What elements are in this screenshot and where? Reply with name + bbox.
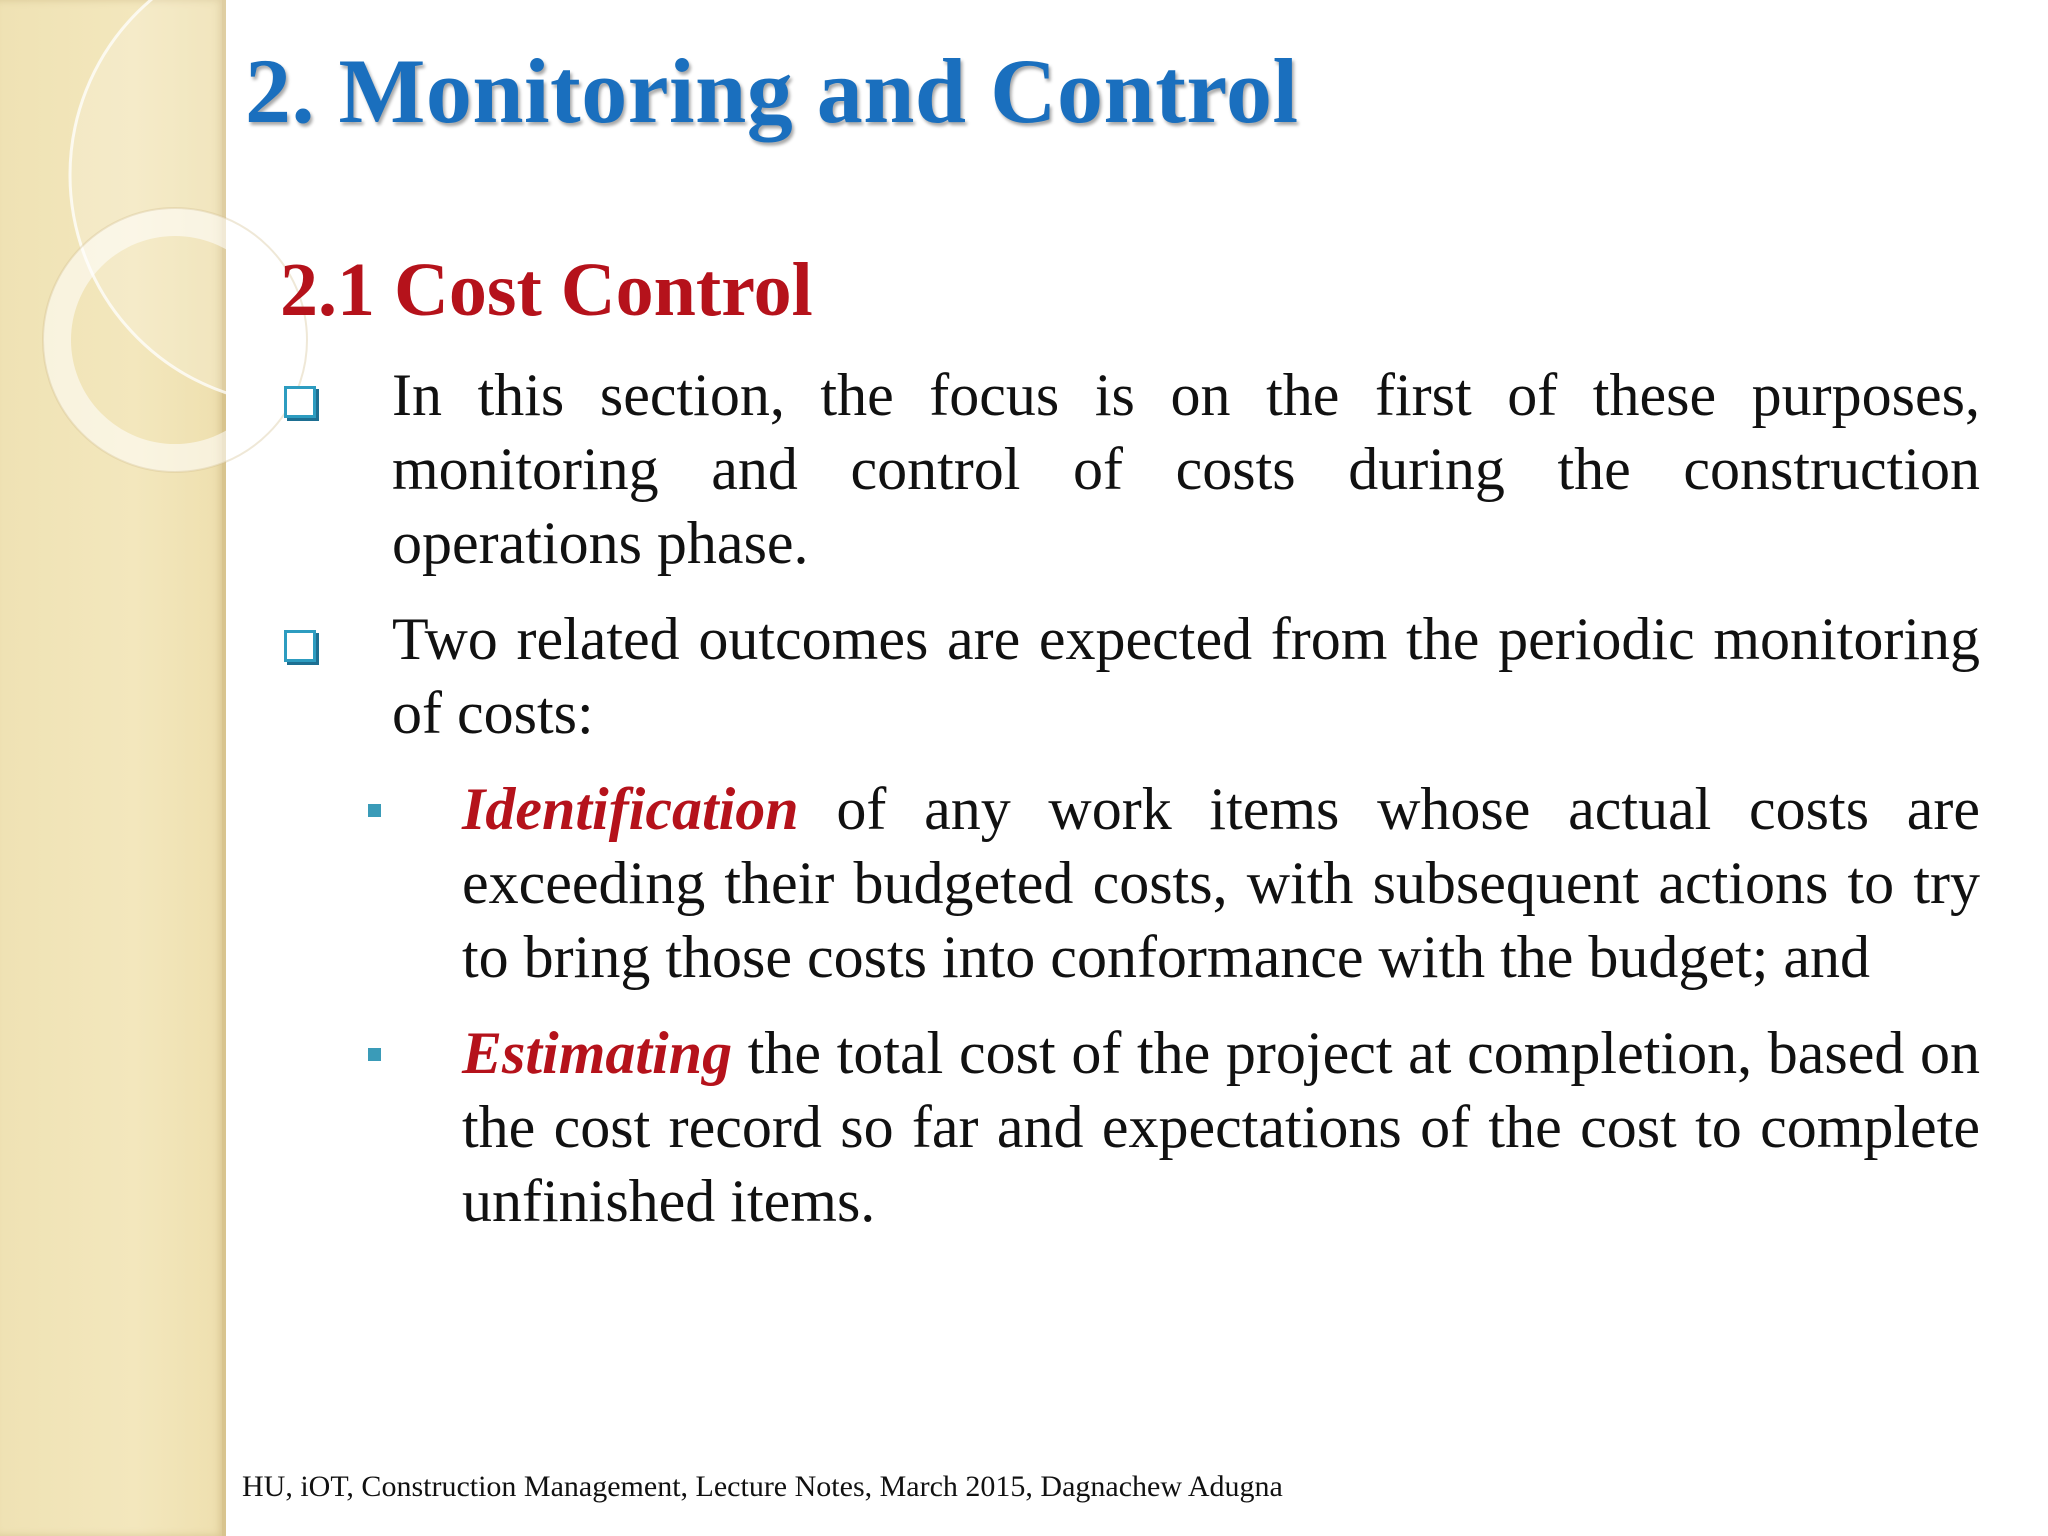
small-square-icon bbox=[368, 1048, 381, 1061]
slide-footer: HU, iOT, Construction Management, Lecture Notes, March 2015, Dagnachew Adugna bbox=[242, 1470, 1283, 1503]
bullet-item bbox=[280, 602, 1980, 750]
emphasis-text: Identification bbox=[462, 776, 799, 842]
sub-bullet-text: the total cost of the project at completion, based on the cost record so far and expectations of the cost to complete unfinished items. bbox=[462, 1020, 1980, 1234]
bullet-text: Two related outcomes are expected from the periodic monitoring of costs: bbox=[392, 606, 1980, 746]
slide-content bbox=[280, 358, 1980, 1260]
sub-bullet-item bbox=[280, 1016, 1980, 1238]
emphasis-text: Estimating bbox=[462, 1020, 733, 1086]
bullet-item bbox=[280, 358, 1980, 580]
slide-title: 2. Monitoring and Control bbox=[245, 40, 1299, 142]
sub-bullet-item bbox=[280, 772, 1980, 994]
checkbox-square-icon bbox=[284, 386, 316, 418]
section-subtitle: 2.1 Cost Control bbox=[280, 248, 813, 332]
sub-bullet-text: of any work items whose actual costs are exceeding their budgeted costs, with subsequent actions to try to bring those costs into conformance with the budget; and bbox=[462, 776, 1980, 990]
small-square-icon bbox=[368, 804, 381, 817]
bullet-text: In this section, the focus is on the first of these purposes, monitoring and control of costs during the construction operations phase. bbox=[392, 362, 1980, 576]
checkbox-square-icon bbox=[284, 630, 316, 662]
